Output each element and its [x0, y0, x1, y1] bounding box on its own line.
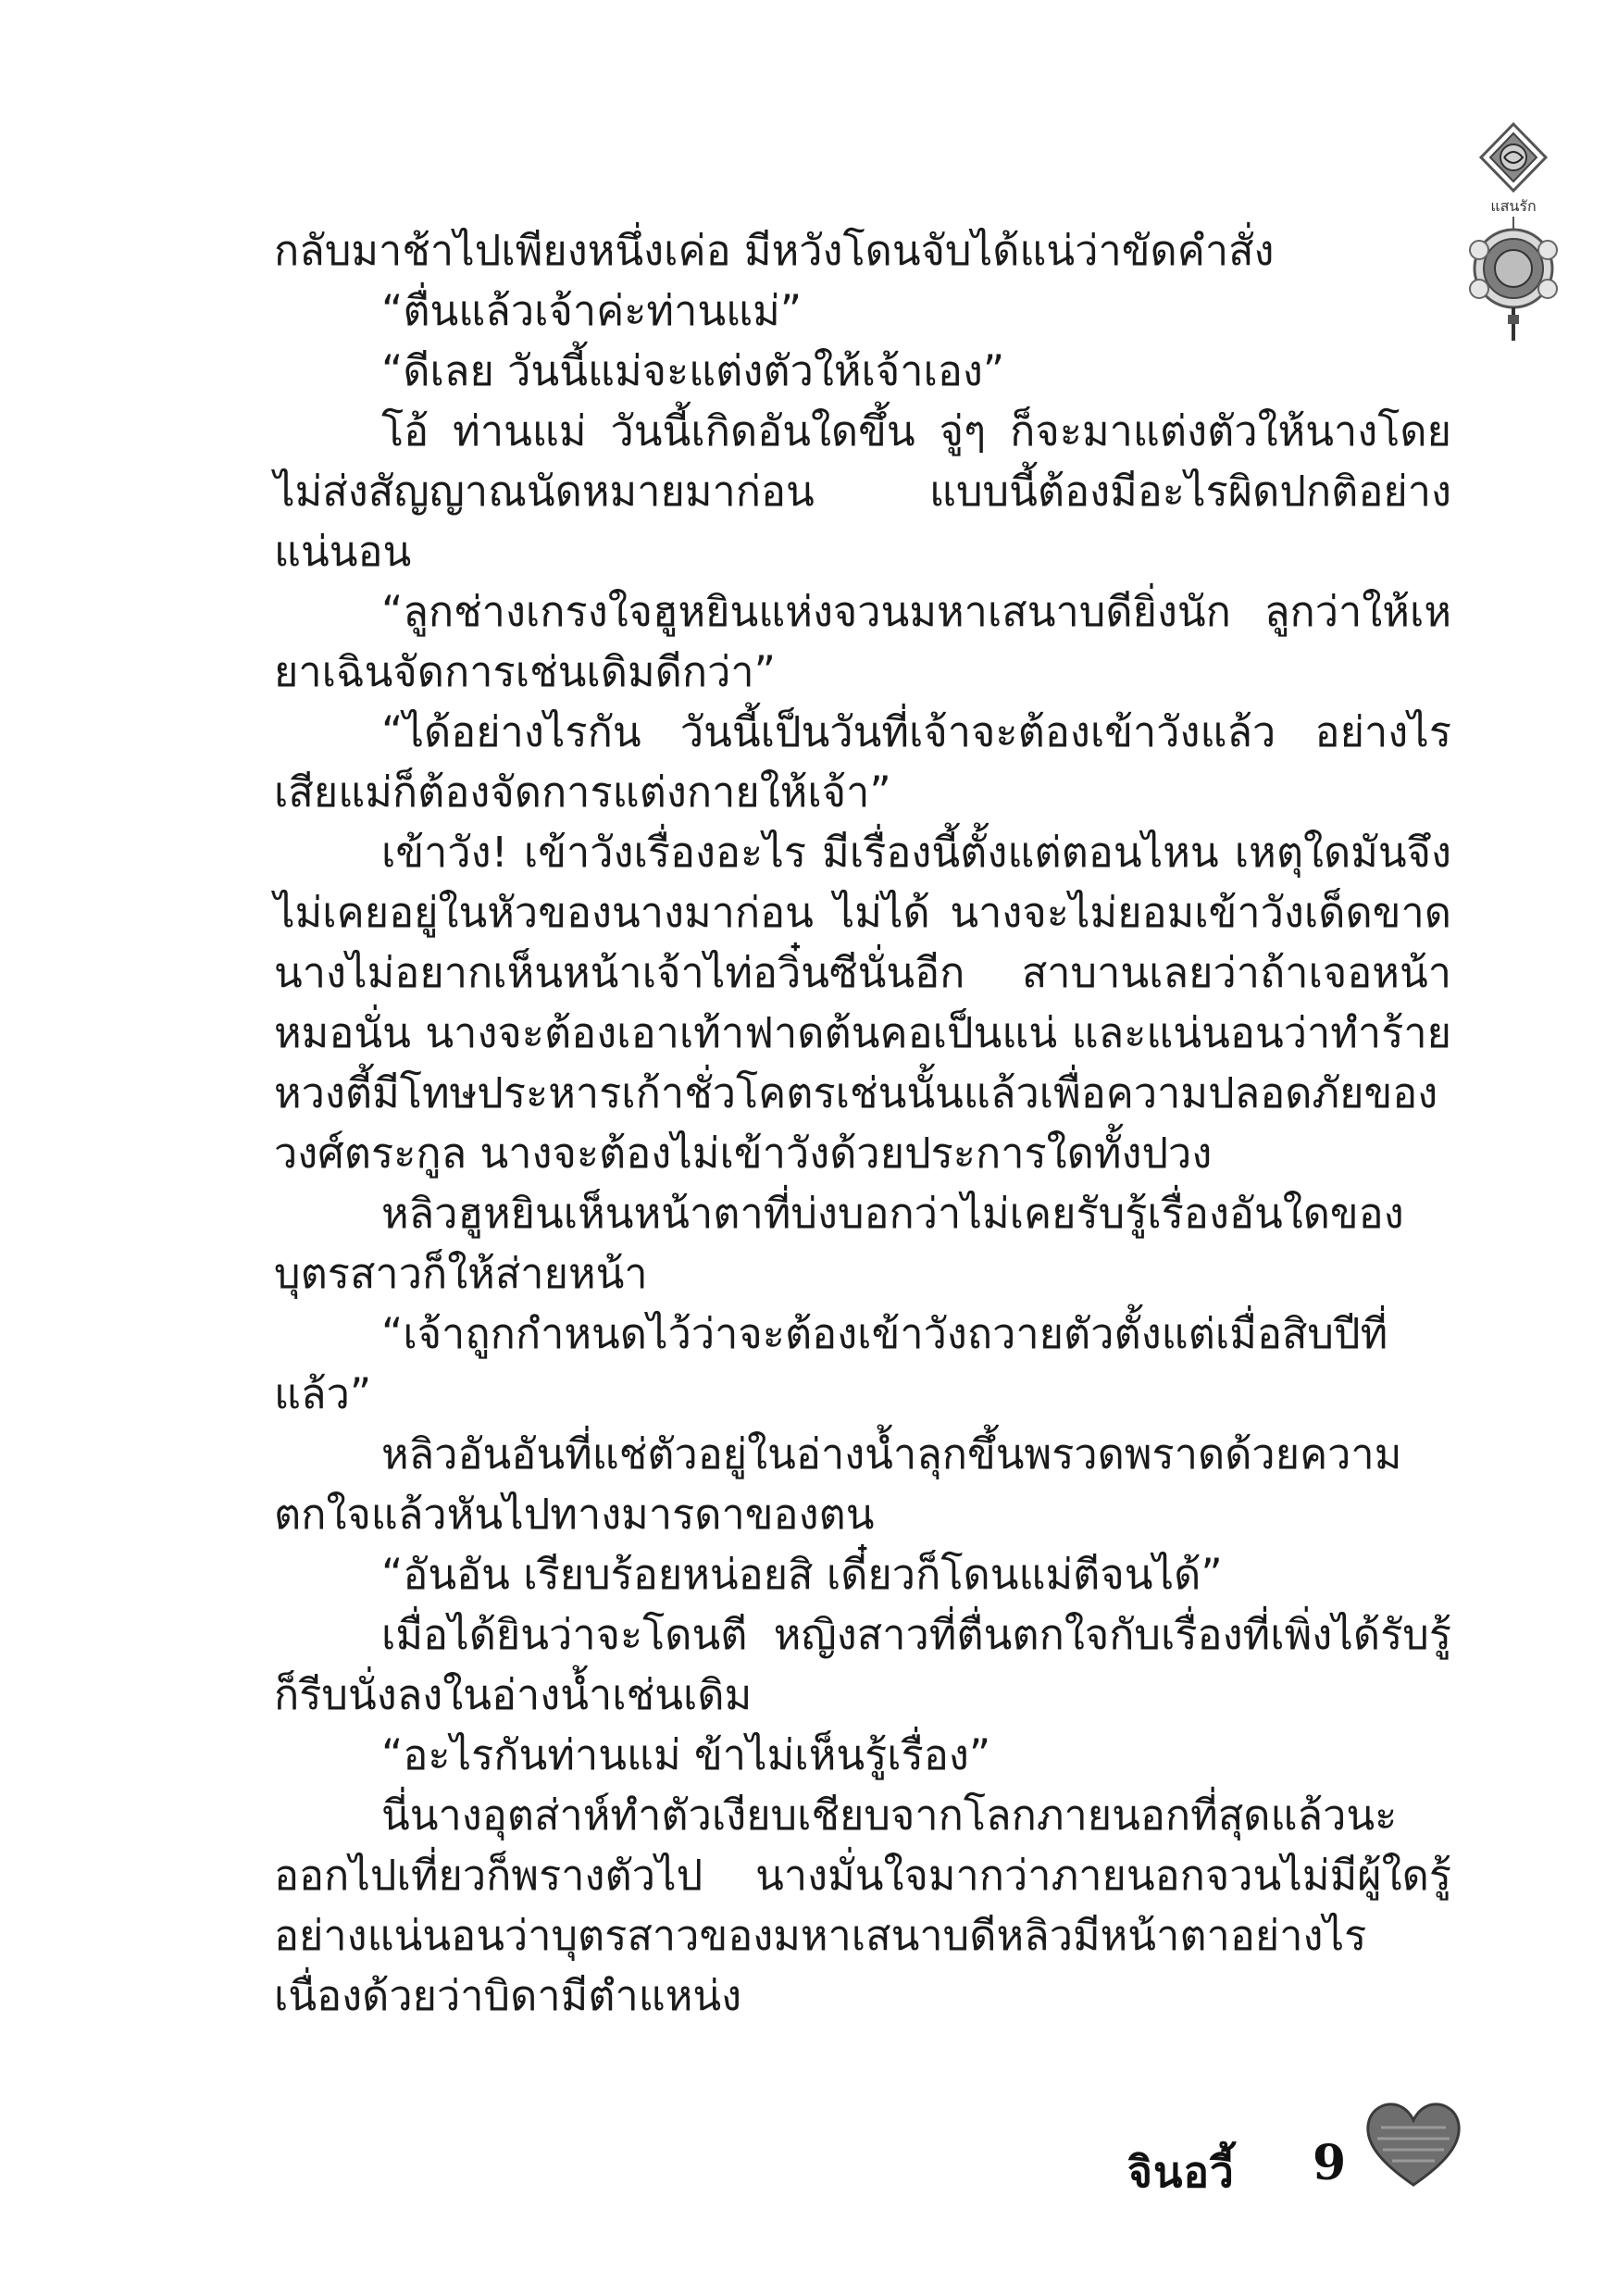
paragraph: เมื่อได้ยินว่าจะโดนตี หญิงสาวที่ตื่นตกใจกับเรื่องที่เพิ่งได้รับรู้ก็รีบนั่งลงในอ่างน้ำเช่นเดิม: [274, 1610, 1451, 1719]
paragraph: นี่นางอุตส่าห์ทำตัวเงียบเชียบจากโลกภายนอกที่สุดแล้วนะ ออกไปเที่ยวก็พรางตัวไป นางมั่นใจมากว่าภายนอกจวนไม่มีผู้ใดรู้อย่างแน่นอนว่าบุตรสาวของมหาเสนาบดีหลิวมีหน้าตาอย่างไร เนื่องด้วยว่าบิดามีตำแหน่ง: [274, 1791, 1451, 2020]
paragraph: “ลูกช่างเกรงใจฮูหยินแห่งจวนมหาเสนาบดียิ่งนัก ลูกว่าให้เหยาเฉินจัดการเช่นเดิมดีกว่า”: [274, 587, 1451, 696]
paragraph: “ได้อย่างไรกัน วันนี้เป็นวันที่เจ้าจะต้องเข้าวังแล้ว อย่างไรเสียแม่ก็ต้องจัดการแต่งกายให้เจ้า”: [274, 707, 1451, 817]
paragraph: โอ้ ท่านแม่ วันนี้เกิดอันใดขึ้น จู่ๆ ก็จะมาแต่งตัวให้นางโดยไม่ส่งสัญญาณนัดหมายมาก่อน แบบนี้ต้องมีอะไรผิดปกติอย่างแน่นอน: [274, 406, 1451, 576]
book-title: จินอวี้: [1127, 2147, 1235, 2197]
paragraph: “ตื่นแล้วเจ้าค่ะท่านแม่”: [381, 286, 803, 335]
svg-text:แสนรัก: แสนรัก: [1490, 197, 1537, 215]
paragraph: “อันอัน เรียบร้อยหน่อยสิ เดี๋ยวก็โดนแม่ตีจนได้”: [381, 1550, 1223, 1599]
paragraph: “เจ้าถูกกำหนดไว้ว่าจะต้องเข้าวังถวายตัวตั้งแต่เมื่อสิบปีที่แล้ว”: [274, 1309, 1388, 1418]
paragraph: หลิวอันอันที่แช่ตัวอยู่ในอ่างน้ำลุกขึ้นพรวดพราดด้วยความตกใจแล้วหันไปทางมารดาของตน: [274, 1429, 1402, 1539]
paragraph: กลับมาช้าไปเพียงหนึ่งเค่อ มีหวังโดนจับได้แน่ว่าขัดคำสั่ง: [274, 226, 1275, 275]
paragraph: หลิวฮูหยินเห็นหน้าตาที่บ่งบอกว่าไม่เคยรับรู้เรื่องอันใดของบุตรสาวก็ให้ส่ายหน้า: [274, 1189, 1404, 1298]
heart-icon: [1363, 2100, 1464, 2192]
page-number: 9: [1313, 2135, 1347, 2191]
paragraph: “ดีเลย วันนี้แม่จะแต่งตัวให้เจ้าเอง”: [381, 346, 1005, 395]
paragraph: เข้าวัง! เข้าวังเรื่องอะไร มีเรื่องนี้ตั้งแต่ตอนไหน เหตุใดมันจึงไม่เคยอยู่ในหัวของนางมาก่อน ไม่ได้ นางจะไม่ยอมเข้าวังเด็ดขาด นางไม่อยากเห็นหน้าเจ้าไท่อวิ๋นซีนั่นอีก สาบานเลยว่าถ้าเจอหน้าหมอนั่น นางจะต้องเอาเท้าฟาดต้นคอเป็นแน่ และแน่นอนว่าทำร้ายหวงตี้มีโทษประหารเก้าชั่วโคตรเช่นนั้นแล้วเพื่อความปลอดภัยของวงศ์ตระกูล นางจะต้องไม่เข้าวังด้วยประการใดทั้งปวง: [274, 828, 1451, 1178]
body-text: [274, 220, 1451, 2026]
publisher-emblem-icon: [1462, 120, 1564, 343]
paragraph: “อะไรกันท่านแม่ ข้าไม่เห็นรู้เรื่อง”: [381, 1730, 991, 1779]
